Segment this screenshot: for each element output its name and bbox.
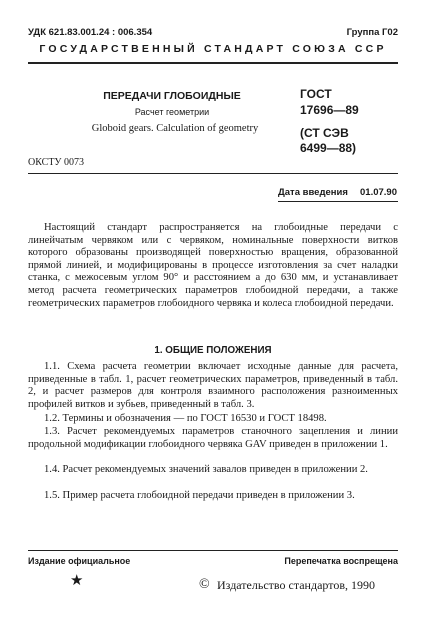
clause-1-1: 1.1. Схема расчета геометрии включает исходные данные для расчета, приведенные в табл. 1, расчет геометрических параметров, приведенный в табл. 2, и расчет размеров для контроля взаимного расположения разноименных профилей витков и зубьев, приведенный в табл. 3. [28, 361, 398, 410]
clause-1-5: 1.5. Пример расчета глобоидной передачи приведен в приложении 3. [44, 490, 355, 501]
official-edition: Издание официальное [28, 556, 131, 566]
standard-title: ПЕРЕДАЧИ ГЛОБОИДНЫЕ [103, 90, 241, 102]
clause-1-3: 1.3. Расчет рекомендуемых параметров станочного зацепления и линии продольной модификации глобоидного червяка GAV приведен в приложении 1. [28, 426, 398, 450]
udk-code: УДК 621.83.001.24 : 006.354 [28, 27, 153, 38]
copyright-text: Издательство стандартов, 1990 [217, 578, 375, 592]
intro-paragraph: Настоящий стандарт распространяется на глобоидные передачи с линейчатым червяком или с червяком, номинальные поверхности витков которого образованы производящей поверхностью вращения, образованной прямой линией, и модифицированы в процессе изготовления за счет наладки станка, с межосевым углом 90° и расстоянием a до 630 мм, и устанавливает метод расчета геометрических параметров глобоидной передачи, а также геометрических параметров глобоидного червяка и колеса глобоидной передачи. [28, 222, 398, 309]
gost-label: ГОСТ [300, 87, 332, 101]
st-sev-line1: (СТ СЭВ [300, 126, 349, 140]
effective-date: 01.07.90 [360, 187, 397, 198]
gost-number: 17696—89 [300, 103, 359, 117]
st-sev-line2: 6499—88) [300, 141, 357, 155]
standard-title-english: Globoid gears. Calculation of geometry [91, 123, 259, 134]
clause-1-2: 1.2. Термины и обозначения — по ГОСТ 16530 и ГОСТ 18498. [44, 413, 327, 424]
title-block-rule [28, 173, 398, 174]
standard-subtitle: Расчет геометрии [134, 107, 210, 117]
star-icon: ★ [70, 573, 84, 589]
header-rule [28, 62, 398, 64]
okstu-code: ОКСТУ 0073 [28, 157, 85, 168]
state-standard-heading: ГОСУДАРСТВЕННЫЙ СТАНДАРТ СОЮЗА ССР [39, 43, 387, 55]
reprint-prohibited: Перепечатка воспрещена [284, 556, 398, 566]
footer-rule [28, 550, 398, 551]
effective-date-label: Дата введения [278, 187, 348, 198]
copyright-icon: © [199, 577, 210, 592]
clause-1-4: 1.4. Расчет рекомендуемых значений завалов приведен в приложении 2. [44, 464, 368, 475]
section-heading: 1. ОБЩИЕ ПОЛОЖЕНИЯ [154, 345, 272, 356]
group-code: Группа Г02 [346, 27, 398, 38]
effective-date-rule [278, 201, 398, 202]
